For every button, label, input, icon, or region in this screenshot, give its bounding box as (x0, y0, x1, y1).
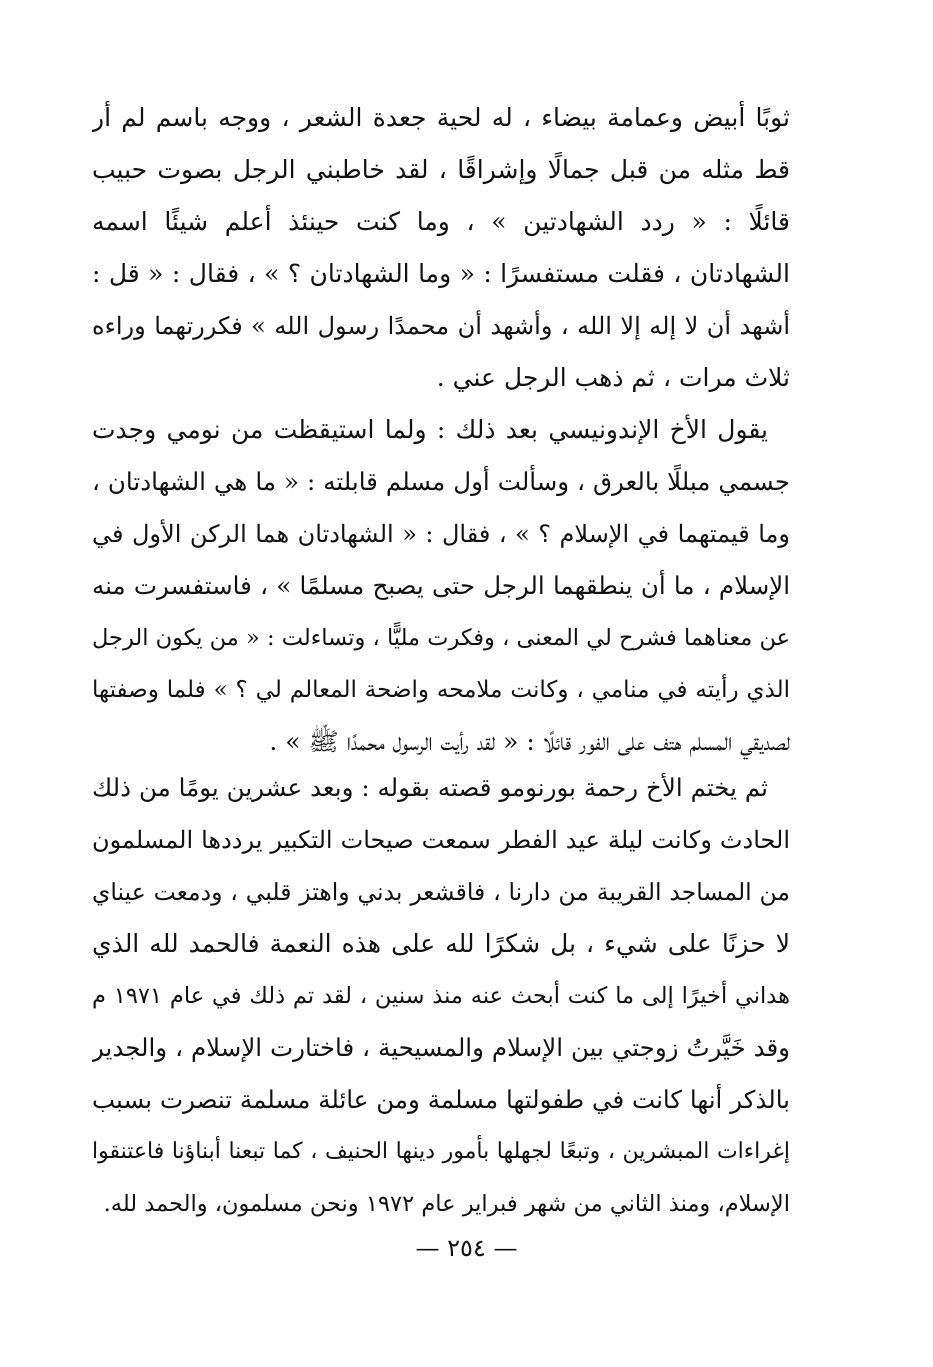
text-line: الشهادتان ، فقلت مستفسرًا : « وما الشهادتان ؟ » ، فقال : « قل : (92, 259, 790, 288)
text-line: قط مثله من قبل جمالًا وإشراقًا ، لقد خاطبني الرجل بصوت حبيب (92, 155, 790, 184)
text-line: ثوبًا أبيض وعمامة بيضاء ، له لحية جعدة الشعر ، ووجه باسم لم أر (92, 103, 790, 132)
text-line: وقد خَيَّرتُ زوجتي بين الإسلام والمسيحية ، فاختارت الإسلام ، والجدير (92, 1033, 790, 1062)
text-line: من المساجد القريبة من دارنا ، فاقشعر بدني واهتز قلبي ، ودمعت عيناي (92, 878, 790, 906)
paragraph-1 (92, 92, 790, 404)
text-line: لا حزنًا على شيء ، بل شكرًا لله على هذه النعمة فالحمد لله الذي (92, 929, 790, 958)
text-line: ثم يختم الأخ رحمة بورنومو قصته بقوله : وبعد عشرين يومًا من ذلك (92, 773, 768, 802)
paragraph-2 (92, 404, 790, 768)
text-line: يقول الأخ الإندونيسي بعد ذلك : ولما استيقظت من نومي وجدت (92, 415, 768, 444)
text-line: بالذكر أنها كانت في طفولتها مسلمة ومن عائلة مسلمة تنصرت بسبب (92, 1085, 790, 1114)
text-line: أشهد أن لا إله إلا الله ، وأشهد أن محمدًا رسول الله » فكررتهما وراءه (92, 312, 790, 340)
text-line: ثلاث مرات ، ثم ذهب الرجل عني . (436, 363, 790, 392)
text-line: الإسلام، ومنذ الثاني من شهر فبراير عام ١٩٧٢ ونحن مسلمون، والحمد لله. (103, 1191, 790, 1217)
page-number: — ٢٥٤ — (415, 1234, 518, 1262)
text-line: وما قيمتهما في الإسلام ؟ » ، فقال : « الشهادتان هما الركن الأول في (92, 520, 790, 548)
text-line: قائلًا : « ردد الشهادتين » ، وما كنت حينئذ أعلم شيئًا اسمه (92, 207, 790, 236)
text-line: الذي رأيته في منامي ، وكانت ملامحه واضحة المعالم لي ؟ » فلما وصفتها (92, 677, 790, 703)
text-line: هداني أخيرًا إلى ما كنت أبحث عنه منذ سنين ، لقد تم ذلك في عام ١٩٧١ م (92, 983, 790, 1009)
text-line: لصديقي المسلم هتف على الفور قائلًا : « لقد رأيت الرسول محمدًا ﷺ » . (269, 727, 790, 756)
text-line: عن معناهما فشرح لي المعنى ، وفكرت مليًّا ، وتساءلت : « من يكون الرجل (92, 625, 790, 651)
text-line: الإسلام ، ما أن ينطقهما الرجل حتى يصبح مسلمًا » ، فاستفسرت منه (92, 571, 790, 600)
text-line: إغراءات المبشرين ، وتبعًا لجهلها بأمور دينها الحنيف ، كما تبعنا أبناؤنا فاعتنقوا (92, 1139, 790, 1164)
text-line: الحادث وكانت ليلة عيد الفطر سمعت صيحات التكبير يرددها المسلمون (92, 826, 790, 854)
text-line: جسمي مبللًا بالعرق ، وسألت أول مسلم قابلته : « ما هي الشهادتان ، (92, 467, 790, 496)
paragraph-3 (92, 762, 790, 1230)
